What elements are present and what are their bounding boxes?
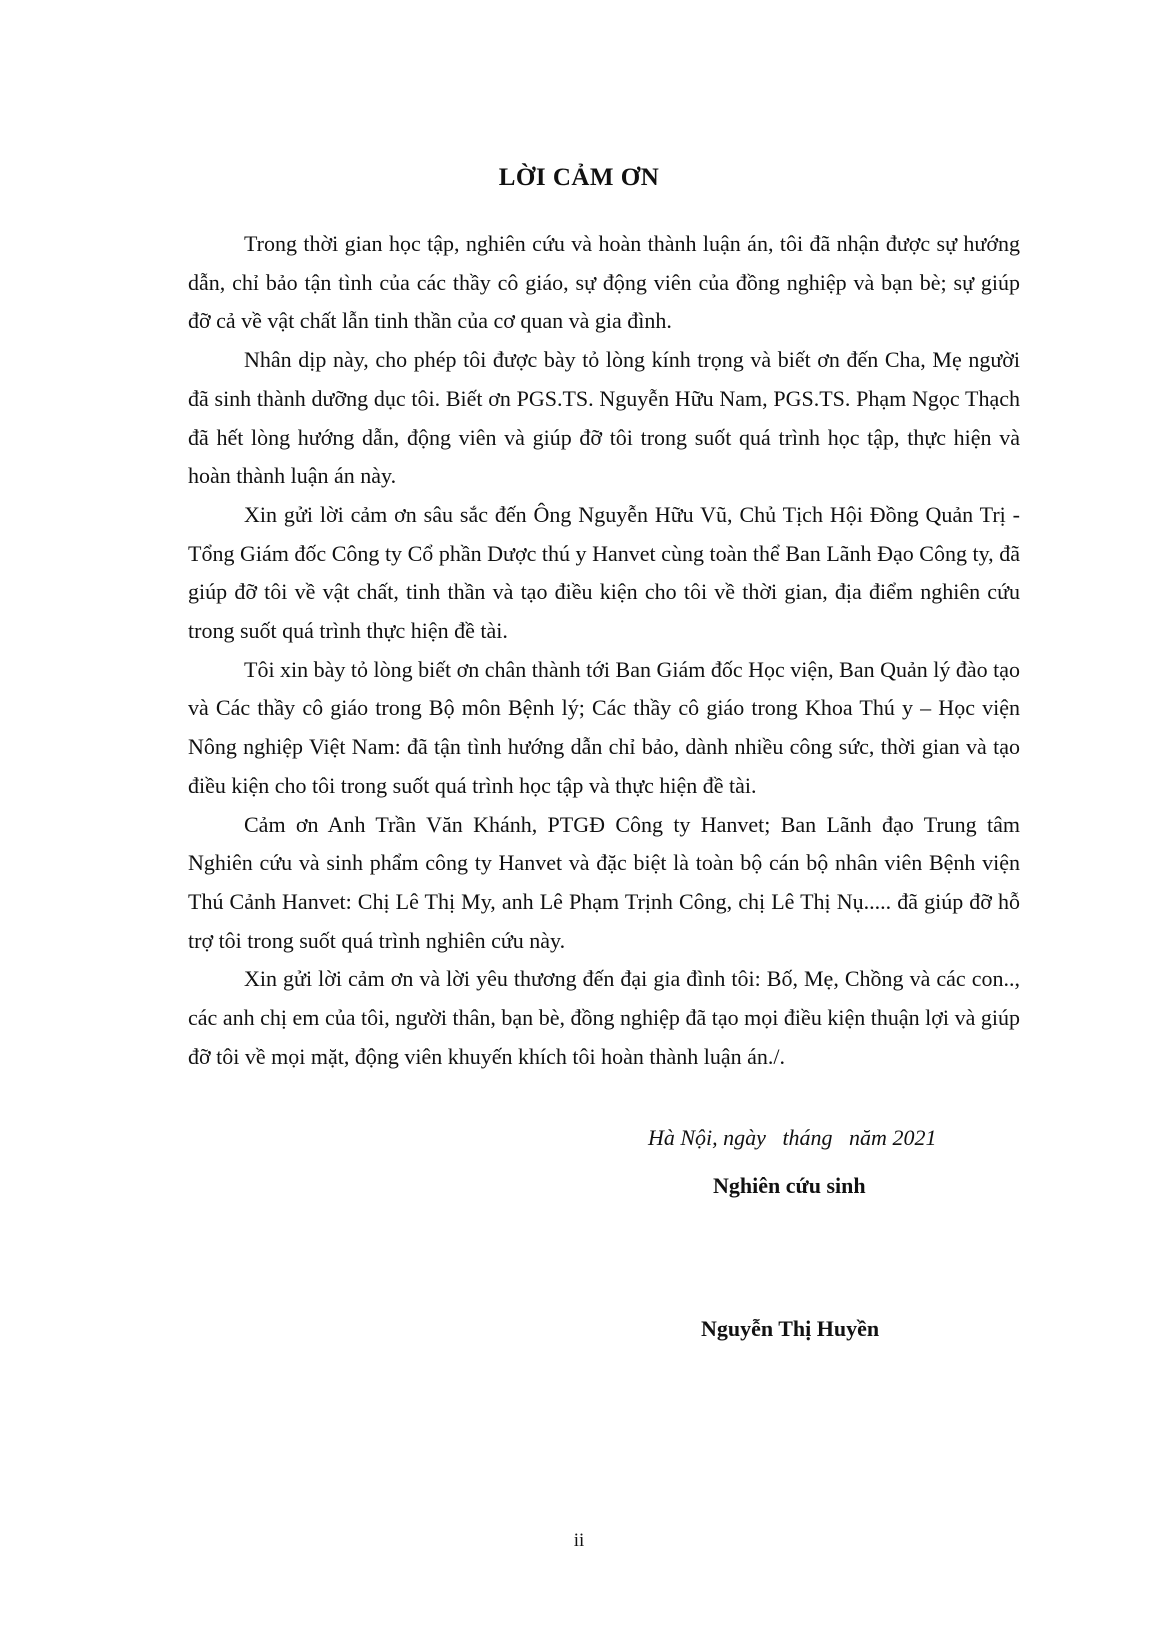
place-and-date: Hà Nội, ngày tháng năm 2021 [648, 1125, 937, 1150]
page-title: LỜI CẢM ƠN [498, 164, 660, 191]
signer-name: Nguyễn Thị Huyền [701, 1316, 880, 1341]
page-number: ii [573, 1530, 585, 1551]
acknowledgement-body [188, 225, 1020, 1076]
paragraph-1: Trong thời gian học tập, nghiên cứu và hoàn thành luận án, tôi đã nhận được sự hướng dẫn, chỉ bảo tận tình của các thầy cô giáo, sự động viên của đồng nghiệp và bạn bè; sự giúp đỡ cả về vật chất lẫn tinh thần của cơ quan và gia đình. [188, 231, 1020, 334]
paragraph-4: Tôi xin bày tỏ lòng biết ơn chân thành tới Ban Giám đốc Học viện, Ban Quản lý đào tạo và Các thầy cô giáo trong Bộ môn Bệnh lý; Các thầy cô giáo trong Khoa Thú y – Học viện Nông nghiệp Việt Nam: đã tận tình hướng dẫn chỉ bảo, dành nhiều công sức, thời gian và tạo điều kiện cho tôi trong suốt quá trình học tập và thực hiện đề tài. [188, 656, 1020, 798]
paragraph-3: Xin gửi lời cảm ơn sâu sắc đến Ông Nguyễn Hữu Vũ, Chủ Tịch Hội Đồng Quản Trị - Tổng Giám đốc Công ty Cổ phần Dược thú y Hanvet cùng toàn thể Ban Lãnh Đạo Công ty, đã giúp đỡ tôi về vật chất, tinh thần và tạo điều kiện cho tôi về thời gian, địa điểm nghiên cứu trong suốt quá trình thực hiện đề tài. [188, 501, 1020, 644]
paragraph-2: Nhân dịp này, cho phép tôi được bày tỏ lòng kính trọng và biết ơn đến Cha, Mẹ người đã sinh thành dưỡng dục tôi. Biết ơn PGS.TS. Nguyễn Hữu Nam, PGS.TS. Phạm Ngọc Thạch đã hết lòng hướng dẫn, động viên và giúp đỡ tôi trong suốt quá trình học tập, thực hiện và hoàn thành luận án này. [188, 347, 1020, 489]
paragraph-6: Xin gửi lời cảm ơn và lời yêu thương đến đại gia đình tôi: Bố, Mẹ, Chồng và các con.., các anh chị em của tôi, người thân, bạn bè, đồng nghiệp đã tạo mọi điều kiện thuận lợi và giúp đỡ tôi về mọi mặt, động viên khuyến khích tôi hoàn thành luận án./. [188, 966, 1020, 1069]
paragraph-5: Cảm ơn Anh Trần Văn Khánh, PTGĐ Công ty Hanvet; Ban Lãnh đạo Trung tâm Nghiên cứu và sinh phẩm công ty Hanvet và đặc biệt là toàn bộ cán bộ nhân viên Bệnh viện Thú Cảnh Hanvet: Chị Lê Thị My, anh Lê Phạm Trịnh Công, chị Lê Thị Nụ..... đã giúp đỡ hỗ trợ tôi trong suốt quá trình nghiên cứu này. [188, 811, 1020, 953]
signer-role: Nghiên cứu sinh [713, 1173, 866, 1198]
